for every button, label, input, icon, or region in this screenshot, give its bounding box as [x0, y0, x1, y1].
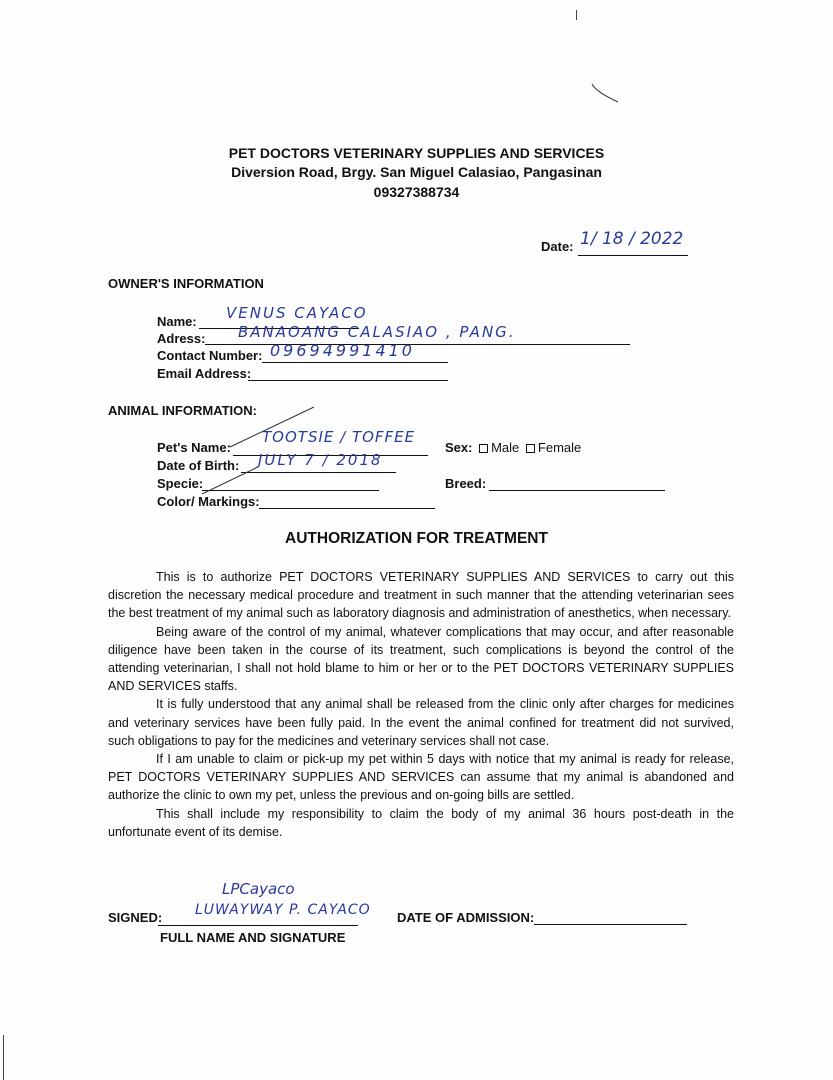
paragraph-1: This is to authorize PET DOCTORS VETERINARY SUPPLIES AND SERVICES to carry out this discretion the necessary medical procedure and treatment in such manner that the attending veterinarian sees the best treatment of my animal such as laboratory diagnosis and administration of anesthetics, when necessary.	[108, 570, 734, 621]
sex-female-checkbox[interactable]	[526, 444, 535, 453]
signature-line	[158, 925, 358, 926]
owner-address-value: BANAOANG CALASIAO , PANG.	[238, 323, 516, 341]
date-label: Date:	[541, 239, 574, 254]
company-address: Diversion Road, Brgy. San Miguel Calasiao, Pangasinan	[231, 164, 602, 180]
date-value: 1/ 18 / 2022	[580, 229, 684, 249]
scan-stroke	[590, 80, 620, 105]
breed-label: Breed:	[445, 476, 487, 491]
specie-stroke	[200, 466, 260, 496]
authorization-title: AUTHORIZATION FOR TREATMENT	[285, 530, 548, 547]
owner-email-line[interactable]	[248, 380, 448, 381]
signature-caption: FULL NAME AND SIGNATURE	[160, 930, 346, 945]
owner-email-label: Email Address:	[157, 366, 252, 381]
owner-contact-label: Contact Number:	[157, 348, 263, 363]
color-label: Color/ Markings:	[157, 494, 260, 509]
date-line	[578, 255, 688, 256]
sex-female-label: Female	[537, 440, 582, 455]
color-line[interactable]	[259, 508, 435, 509]
admission-line[interactable]	[534, 924, 687, 925]
signature-scribble: LPCayaco	[222, 880, 295, 898]
sex-male-label: Male	[491, 440, 520, 455]
paragraph-5: This shall include my responsibility to claim the body of my animal 36 hours post-death in the unfortunate event of its demise.	[108, 806, 734, 839]
admission-label: DATE OF ADMISSION:	[397, 910, 535, 925]
dob-line	[241, 472, 396, 473]
paragraph-4: If I am unable to claim or pick-up my pet within 5 days with notice that my animal is ready for release, PET DOCTORS VETERINARY SUPPLIES AND SERVICES can assume that my animal is abandoned and authorize the clinic to own my pet, unless the previous and on-going bills are settled.	[108, 752, 734, 803]
sex-label: Sex:	[445, 440, 473, 455]
owner-name-label: Name:	[157, 314, 197, 329]
paragraph-3: It is fully understood that any animal shall be released from the clinic only after charges for medicines and veterinary services have been fully paid. In the event the animal confined for treatment did not survived, such obligations to pay for the medicines and veterinary services shall not case.	[108, 697, 734, 748]
sex-male-checkbox[interactable]	[479, 444, 488, 453]
scan-edge	[3, 1035, 4, 1080]
company-name: PET DOCTORS VETERINARY SUPPLIES AND SERVICES	[228, 145, 605, 161]
signature-printed-name: LUWAYWAY P. CAYACO	[195, 902, 371, 918]
specie-label: Specie:	[157, 476, 204, 491]
pet-name-label: Pet's Name:	[157, 440, 231, 455]
sex-field	[445, 440, 581, 455]
dob-value: JULY 7 / 2018	[258, 451, 383, 469]
breed-line[interactable]	[489, 490, 665, 491]
pet-name-value: TOOTSIE / TOFFEE	[262, 428, 416, 446]
paragraph-2: Being aware of the control of my animal, whatever complications that may occur, and after reasonable diligence have been taken in the course of its treatment, such complications is beyond the control of the attending veterinarian, I shall not hold blame to him or her or to the PET DOCTORS VETERINARY SUPPLIES AND SERVICES staffs.	[108, 624, 734, 694]
signed-label: SIGNED:	[108, 910, 163, 925]
owner-name-value: VENUS CAYACO	[226, 304, 368, 322]
dob-label: Date of Birth:	[157, 458, 240, 473]
animal-heading: ANIMAL INFORMATION:	[108, 403, 257, 418]
owner-contact-value: 09694991410	[270, 341, 415, 360]
owner-address-line	[205, 344, 630, 345]
authorization-body	[108, 568, 734, 841]
owner-address-label: Adress:	[157, 331, 206, 346]
company-phone: 09327388734	[373, 184, 460, 200]
owner-contact-line	[262, 362, 448, 363]
owner-heading: OWNER'S INFORMATION	[108, 276, 264, 291]
scan-mark	[576, 10, 577, 20]
